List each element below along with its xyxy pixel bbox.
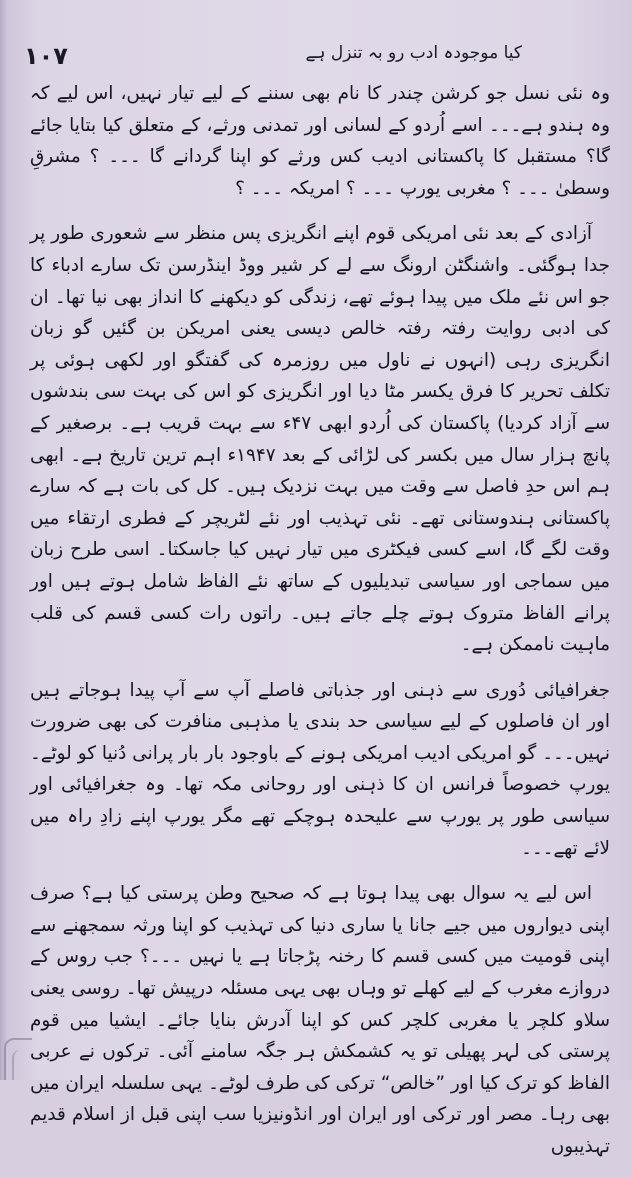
page-number: ۱۰۷ xyxy=(24,42,68,70)
paragraph-1: وہ نئی نسل جو کرشن چندر کا نام بھی سننے کے لیے تیار نہیں، اس لیے کہ وہ ہندو ہے۔۔۔ اسے اُردو کے لسانی اور تمدنی ورثے، کے متعلق کیا بتایا جائے گا؟ مستقبل کا پاکستانی ادیب کس ورثے کو اپنا گردانے گا ۔۔۔ ؟ مشرقِ وسطیٰ ۔۔۔ ؟ مغربی یورپ ۔۔۔ ؟ امریکہ ۔۔۔ ؟ xyxy=(30,83,610,199)
running-title: کیا موجودہ ادب رو بہ تنزل ہے xyxy=(305,43,522,63)
paragraph-4: اس لیے یہ سوال بھی پیدا ہوتا ہے کہ صحیح وطن پرستی کیا ہے؟ صرف اپنی دیواروں میں جیے جانا یا ساری دنیا کی تہذیب کو اپنا ورثہ سمجھنے سے اپنی قومیت میں کسی قسم کا رخنہ پڑجاتا ہے یا نہیں ۔۔۔؟ جب روس کے دروازے مغرب کے لیے کھلے تو وہاں بھی یہی مسئلہ درپیش تھا۔ روسی یعنی سلاو کلچر یا مغربی کلچر کس کو اپنا آدرش بنایا جائے۔ ایشیا میں قوم پرستی کی لہر پھیلی تو یہ کشمکش ہر جگہ سامنے آئی۔ ترکوں نے عربی الفاظ کو ترک کیا اور ”خالص“ ترکی کی طرف لوٹے۔ یہی سلسلہ ایران میں بھی رہا۔ مصر اور ترکی اور ایران اور انڈونیزیا سب اپنی قبل از اسلام قدیم تہذیبوں xyxy=(30,883,610,1157)
body-text xyxy=(30,78,610,1177)
page-header xyxy=(24,34,602,74)
page-binding-edge xyxy=(0,0,8,1080)
page-curl-mark-inner xyxy=(12,1050,32,1080)
paragraph-3: جغرافیائی دُوری سے ذہنی اور جذباتی فاصلے آپ سے آپ پیدا ہوجاتے ہیں اور ان فاصلوں کے لیے سیاسی حد بندی یا مذہبی منافرت کی بھی ضرورت نہیں۔۔۔ گو امریکی ادیب امریکی ہونے کے باوجود بار بار پرانی دُنیا کو لوٹے۔ یورپ خصوصاً فرانس ان کا ذہنی اور روحانی مکہ تھا۔ وہ جغرافیائی اور سیاسی طور پر یورپ سے علیحدہ ہوچکے تھے مگر یورپ اپنے زادِ راہ میں لائے تھے۔۔۔ xyxy=(30,679,610,859)
paragraph-2: آزادی کے بعد نئی امریکی قوم اپنے انگریزی پس منظر سے شعوری طور پر جدا ہوگئی۔ واشنگٹن ارونگ سے لے کر شیر ووڈ اینڈرسن تک سارے ادباء کا جو اس نئے ملک میں پیدا ہوئے تھے، زندگی کو دیکھنے کا انداز بھی نیا تھا۔ ان کی ادبی روایت رفتہ رفتہ خالص دیسی یعنی امریکن بن گئیں گو زبان انگریزی رہی (انہوں نے ناول میں روزمرہ کی گفتگو اور لکھی ہوئی پر تکلف تحریر کا فرق یکسر مٹا دیا اور انگریزی کو اس کی بہت سی بندشوں سے آزاد کردیا) پاکستان کی اُردو ابھی ۴۷ء سے بہت قریب ہے۔ برصغیر کے پانچ ہزار سال میں بکسر کی لڑائی کے بعد ۱۹۴۷ء اہم ترین تاریخ ہے۔ ابھی ہم اس حدِ فاصل سے وقت میں بہت نزدیک ہیں۔ کل کی بات ہے کہ سارے پاکستانی ہندوستانی تھے۔ نئی تہذیب اور نئے لٹریچر کے فطری ارتقاء میں وقت لگے گا، اسے کسی فیکٹری میں تیار نہیں کیا جاسکتا۔ اسی طرح زبان میں سماجی اور سیاسی تبدیلیوں کے ساتھ نئے الفاظ شامل ہوتے ہیں اور پرانے الفاظ متروک ہوتے چلے جاتے ہیں۔ راتوں رات کسی قسم کی قلب ماہیت ناممکن ہے۔ xyxy=(30,223,611,656)
